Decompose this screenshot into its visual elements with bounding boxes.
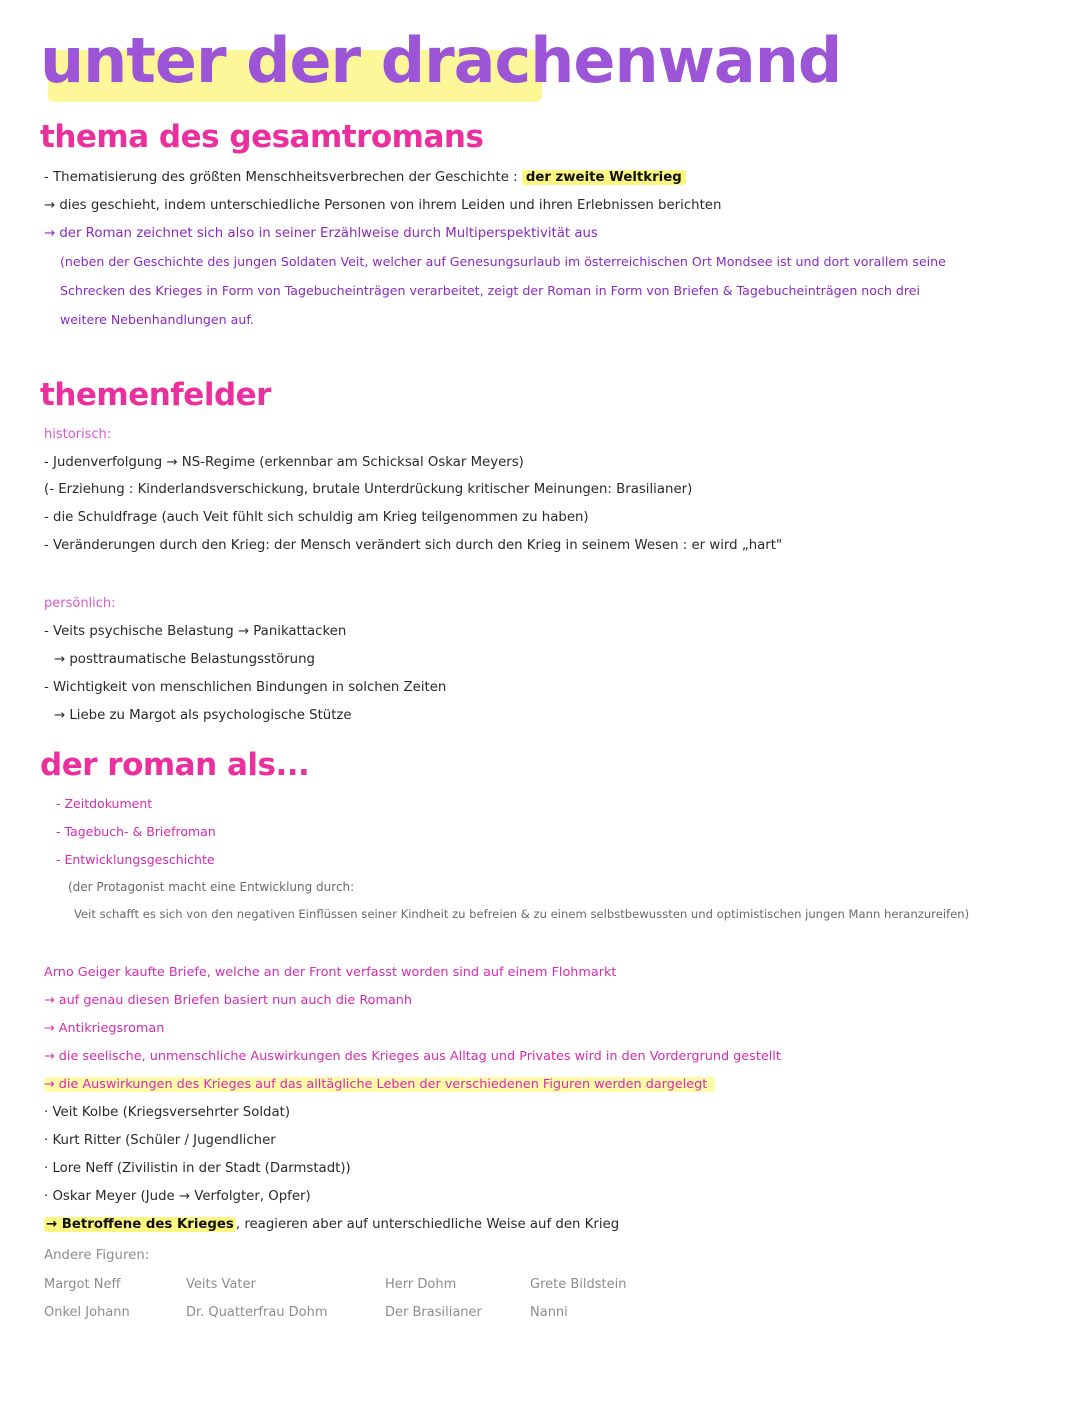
background-line-3: → Antikriegsroman xyxy=(44,1021,165,1036)
novel-as-note-1: (der Protagonist macht eine Entwicklung durch: xyxy=(68,880,355,894)
background-line-1: Arno Geiger kaufte Briefe, welche an der Front verfasst worden sind auf einem Flohmarkt xyxy=(44,965,617,980)
personal-item-1: - Veits psychische Belastung → Panikattacken xyxy=(44,624,347,639)
section-heading-theme: thema des gesamtromans xyxy=(40,119,484,155)
theme-line-2: → dies geschieht, indem unterschiedliche Personen von ihrem Leiden und ihren Erlebnissen berichten xyxy=(44,198,722,213)
conclusion-text: , reagieren aber auf unterschiedliche Weise auf den Krieg xyxy=(235,1217,620,1232)
conclusion-line xyxy=(44,1217,619,1233)
other-character: Grete Bildstein xyxy=(530,1277,627,1292)
novel-as-item-1: - Zeitdokument xyxy=(56,796,153,811)
other-character: Dr. Quatterfrau Dohm xyxy=(186,1305,328,1320)
section-heading-topics: themenfelder xyxy=(40,377,271,413)
page-title: unter der drachenwand xyxy=(40,24,842,97)
theme-line-1 xyxy=(44,170,686,186)
historical-item-2: (- Erziehung : Kinderlandsverschickung, brutale Unterdrückung kritischer Meinungen: Brasilianer) xyxy=(44,482,693,497)
conclusion-highlight: → Betroffene des Krieges xyxy=(46,1217,234,1232)
novel-as-item-3: - Entwicklungsgeschichte xyxy=(56,852,215,867)
theme-highlight: der zweite Weltkrieg xyxy=(522,170,686,185)
theme-paragraph-1: (neben der Geschichte des jungen Soldaten Veit, welcher auf Genesungsurlaub im österreichischen Ort Mondsee ist und dort vorallem seine xyxy=(60,254,946,269)
other-characters-label: Andere Figuren: xyxy=(44,1248,150,1263)
other-character: Onkel Johann xyxy=(44,1305,130,1320)
background-line-5: → die Auswirkungen des Krieges auf das alltägliche Leben der verschiedenen Figuren werden dargelegt xyxy=(44,1077,715,1092)
other-character: Veits Vater xyxy=(186,1277,256,1292)
novel-as-note-2: Veit schafft es sich von den negativen Einflüssen seiner Kindheit zu befreien & zu einem selbstbewussten und optimistischen jungen Mann heranzureifen) xyxy=(74,907,970,921)
character-2: · Kurt Ritter (Schüler / Jugendlicher xyxy=(44,1133,276,1148)
other-character: Herr Dohm xyxy=(385,1277,457,1292)
historical-item-1: - Judenverfolgung → NS-Regime (erkennbar am Schicksal Oskar Meyers) xyxy=(44,455,524,470)
background-line-4: → die seelische, unmenschliche Auswirkungen des Krieges aus Alltag und Privates wird in den Vordergrund gestellt xyxy=(44,1049,781,1064)
historical-item-3: - die Schuldfrage (auch Veit fühlt sich schuldig am Krieg teilgenommen zu haben) xyxy=(44,510,589,525)
theme-line-1-text: - Thematisierung des größten Menschheitsverbrechen der Geschichte : xyxy=(44,170,522,185)
other-character: Margot Neff xyxy=(44,1277,121,1292)
subheading-personal: persönlich: xyxy=(44,596,116,611)
section-heading-novel-as: der roman als... xyxy=(40,747,310,783)
novel-as-item-2: - Tagebuch- & Briefroman xyxy=(56,824,216,839)
other-character: Nanni xyxy=(530,1305,568,1320)
subheading-historical: historisch: xyxy=(44,427,112,442)
personal-item-3: - Wichtigkeit von menschlichen Bindungen in solchen Zeiten xyxy=(44,680,447,695)
theme-line-3: → der Roman zeichnet sich also in seiner Erzählweise durch Multiperspektivität aus xyxy=(44,226,598,241)
theme-paragraph-3: weitere Nebenhandlungen auf. xyxy=(60,312,254,327)
historical-item-4: - Veränderungen durch den Krieg: der Mensch verändert sich durch den Krieg in seinem Wesen : er wird „hart" xyxy=(44,538,783,553)
character-3: · Lore Neff (Zivilistin in der Stadt (Darmstadt)) xyxy=(44,1161,351,1176)
personal-item-2: → posttraumatische Belastungsstörung xyxy=(54,652,315,667)
background-line-2: → auf genau diesen Briefen basiert nun auch die Romanh xyxy=(44,993,413,1008)
theme-paragraph-2: Schrecken des Krieges in Form von Tagebucheinträgen verarbeitet, zeigt der Roman in Form von Briefen & Tagebucheinträgen noch drei xyxy=(60,283,921,298)
personal-item-4: → Liebe zu Margot als psychologische Stütze xyxy=(54,708,352,723)
other-character: Der Brasilianer xyxy=(385,1305,482,1320)
character-1: · Veit Kolbe (Kriegsversehrter Soldat) xyxy=(44,1105,291,1120)
character-4: · Oskar Meyer (Jude → Verfolgter, Opfer) xyxy=(44,1189,311,1204)
